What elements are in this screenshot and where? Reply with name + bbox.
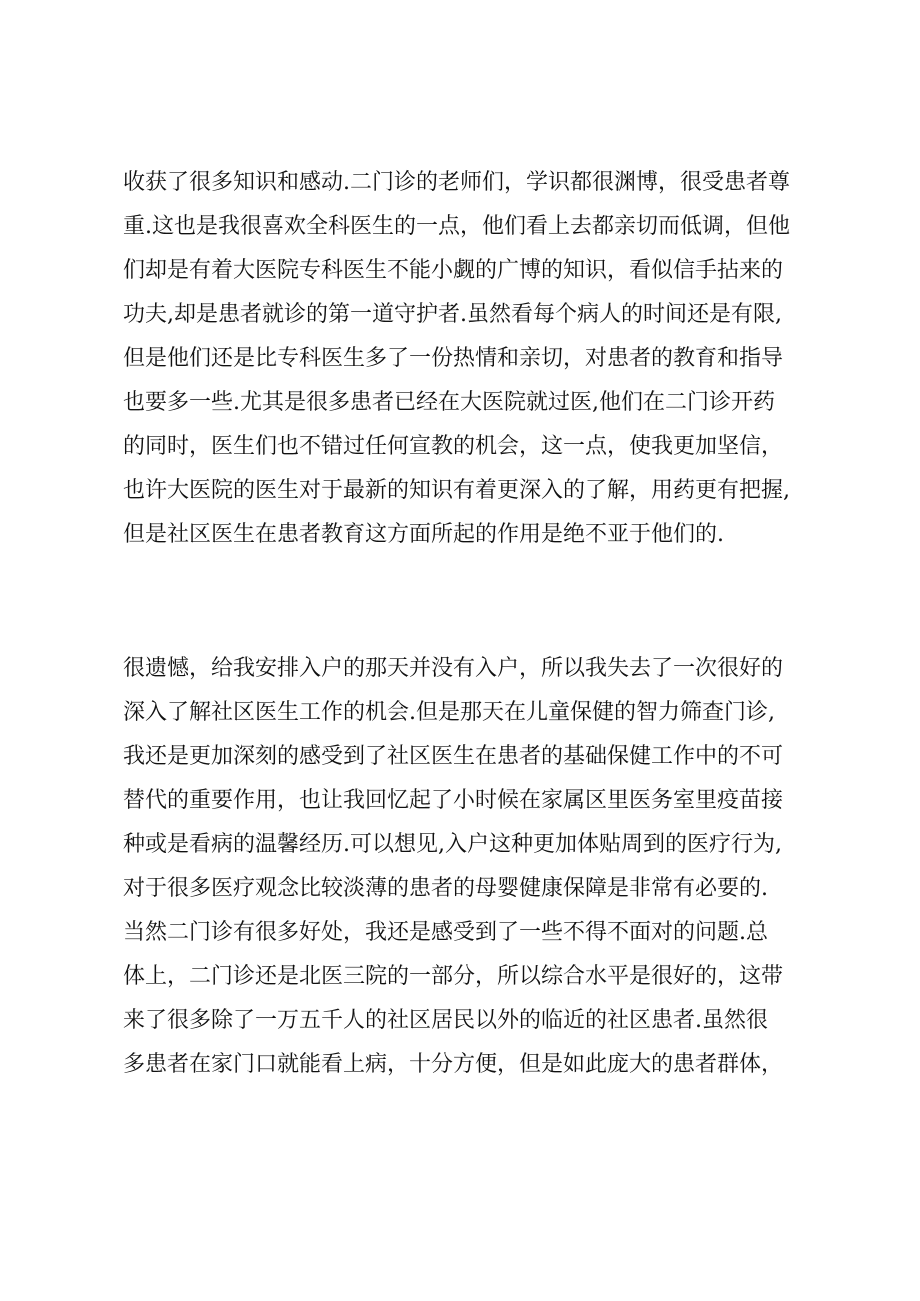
text-line: 多患者在家门口就能看上病，十分方便，但是如此庞大的患者群体，	[123, 1052, 784, 1077]
text-line: 当然二门诊有很多好处，我还是感受到了一些不得不面对的问题.总	[123, 920, 768, 945]
text-line: 但是社区医生在患者教育这方面所起的作用是绝不亚于他们的.	[123, 522, 724, 547]
text-line: 们却是有着大医院专科医生不能小觑的广博的知识，看似信手拈来的	[123, 258, 784, 283]
text-line: 我还是更加深刻的感受到了社区医生在患者的基础保健工作中的不可	[123, 744, 784, 769]
text-line: 功夫,却是患者就诊的第一道守护者.虽然看每个病人的时间还是有限,	[123, 302, 782, 327]
text-line: 体上，二门诊还是北医三院的一部分，所以综合水平是很好的，这带	[123, 964, 784, 989]
text-line: 收获了很多知识和感动.二门诊的老师们，学识都很渊博，很受患者尊	[123, 170, 790, 195]
text-line: 的同时，医生们也不错过任何宣教的机会，这一点，使我更加坚信，	[123, 434, 784, 459]
text-line: 来了很多除了一万五千人的社区居民以外的临近的社区患者.虽然很	[123, 1008, 768, 1033]
text-line: 种或是看病的温馨经历.可以想见,入户这种更加体贴周到的医疗行为,	[123, 832, 782, 857]
paragraph-2	[123, 647, 813, 1087]
text-line: 替代的重要作用，也让我回忆起了小时候在家属区里医务室里疫苗接	[123, 788, 784, 813]
text-line: 对于很多医疗观念比较淡薄的患者的母婴健康保障是非常有必要的.	[123, 876, 768, 901]
text-line: 但是他们还是比专科医生多了一份热情和亲切，对患者的教育和指导	[123, 346, 784, 371]
text-line: 也要多一些.尤其是很多患者已经在大医院就过医,他们在二门诊开药	[123, 390, 775, 415]
paragraph-1	[123, 161, 813, 557]
text-line: 重.这也是我很喜欢全科医生的一点，他们看上去都亲切而低调，但他	[123, 214, 790, 239]
text-line: 很遗憾，给我安排入户的那天并没有入户，所以我失去了一次很好的	[123, 656, 784, 681]
text-line: 深入了解社区医生工作的机会.但是那天在儿童保健的智力筛查门诊,	[123, 700, 775, 725]
text-line: 也许大医院的医生对于最新的知识有着更深入的了解，用药更有把握,	[123, 478, 790, 503]
